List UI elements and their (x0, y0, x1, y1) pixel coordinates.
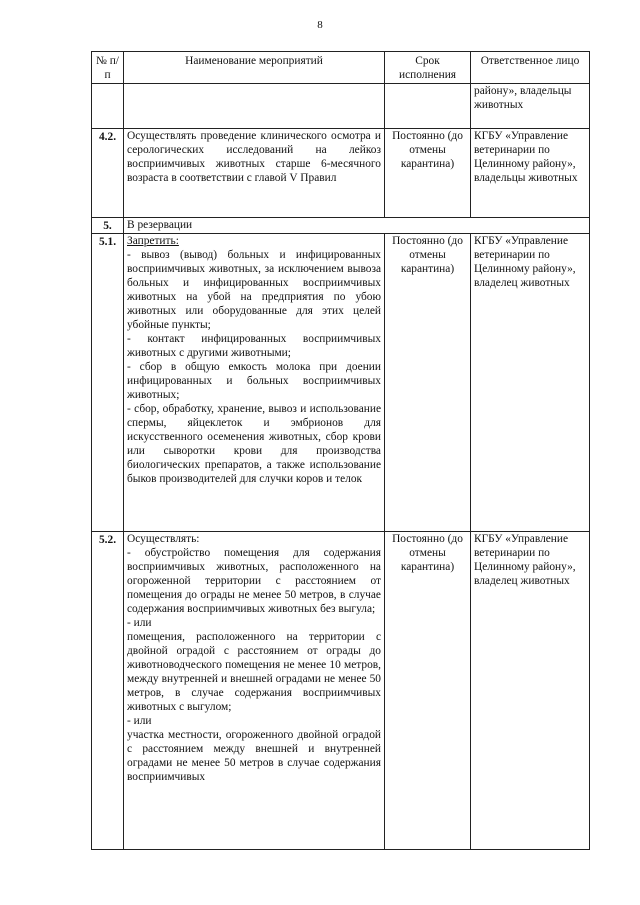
table-section-row (92, 218, 590, 234)
row-responsible: КГБУ «Управление ветеринарии по Целинному району», владельцы животных (471, 129, 590, 218)
row-desc-item: участка местности, огороженного двойной оградой с расстоянием между внешней и внутренней оградами не менее 50 метров в случае содержания восприимчивых (127, 729, 381, 783)
row-term: Постоянно (до отмены карантина) (385, 129, 471, 218)
measures-table (91, 51, 590, 850)
row-term: Постоянно (до отмены карантина) (385, 532, 471, 850)
row-desc-item: - вывоз (вывод) больных и инфицированных восприимчивых животных, за исключением вывоза больных и инфицированных восприимчивых животных на убой на предприятия по убою животных или оборудованные для этих целей убойные пункты; (127, 249, 381, 331)
row-term: Постоянно (до отмены карантина) (385, 234, 471, 532)
header-num: № п/п (92, 52, 124, 84)
header-term: Срок исполнения (385, 52, 471, 84)
row-responsible: КГБУ «Управление ветеринарии по Целинному району», владелец животных (471, 532, 590, 850)
table-header-row (92, 52, 590, 84)
table-row (92, 84, 590, 129)
row-desc-item: помещения, расположенного на территории с двойной оградой с расстоянием от ограды до животноводческого помещения не менее 10 метров, между внутренней и внешней оградами не менее 50 метров, в случае содержания восприимчивых животных с выгулом; (127, 631, 381, 713)
row-num: 5.2. (92, 532, 124, 850)
row-responsible: КГБУ «Управление ветеринарии по Целинному району», владелец животных (471, 234, 590, 532)
row-desc-item: - обустройство помещения для содержания восприимчивых животных, расположенного на огороженной территории с расстоянием от помещения до ограды не менее 50 метров, в случае содержания восприимчивых животных без выгула; (127, 547, 381, 615)
row-num: 5.1. (92, 234, 124, 532)
row-term (385, 84, 471, 129)
row-desc-item: - сбор в общую емкость молока при доении инфицированных и больных восприимчивых животных; (127, 361, 381, 401)
row-num: 4.2. (92, 129, 124, 218)
row-desc: Осуществлять проведение клинического осмотра и серологических исследований на лейкоз восприимчивых животных старше 6-месячного возраста в соответствии с главой V Правил (124, 129, 385, 218)
table-row (92, 532, 590, 850)
header-name: Наименование мероприятий (124, 52, 385, 84)
row-desc-heading: Осуществлять: (127, 533, 200, 545)
row-responsible: району», владельцы животных (471, 84, 590, 129)
row-desc-item: - или (127, 617, 152, 629)
section-title: В резервации (124, 218, 590, 234)
row-num (92, 84, 124, 129)
header-responsible: Ответственное лицо (471, 52, 590, 84)
page-number: 8 (317, 19, 323, 31)
row-desc-item: - или (127, 715, 152, 727)
row-desc-item: - контакт инфицированных восприимчивых животных с другими животными; (127, 333, 381, 359)
row-desc (124, 532, 385, 850)
row-desc (124, 84, 385, 129)
table-row (92, 234, 590, 532)
row-desc-heading: Запретить: (127, 235, 179, 247)
table-row (92, 129, 590, 218)
row-desc (124, 234, 385, 532)
section-num: 5. (92, 218, 124, 234)
row-desc-item: - сбор, обработку, хранение, вывоз и использование спермы, яйцеклеток и эмбрионов для искусственного осеменения животных, сбор крови или сыворотки крови для производства биологических препаратов, а также использование быков производителей для случки коров и телок (127, 403, 381, 485)
